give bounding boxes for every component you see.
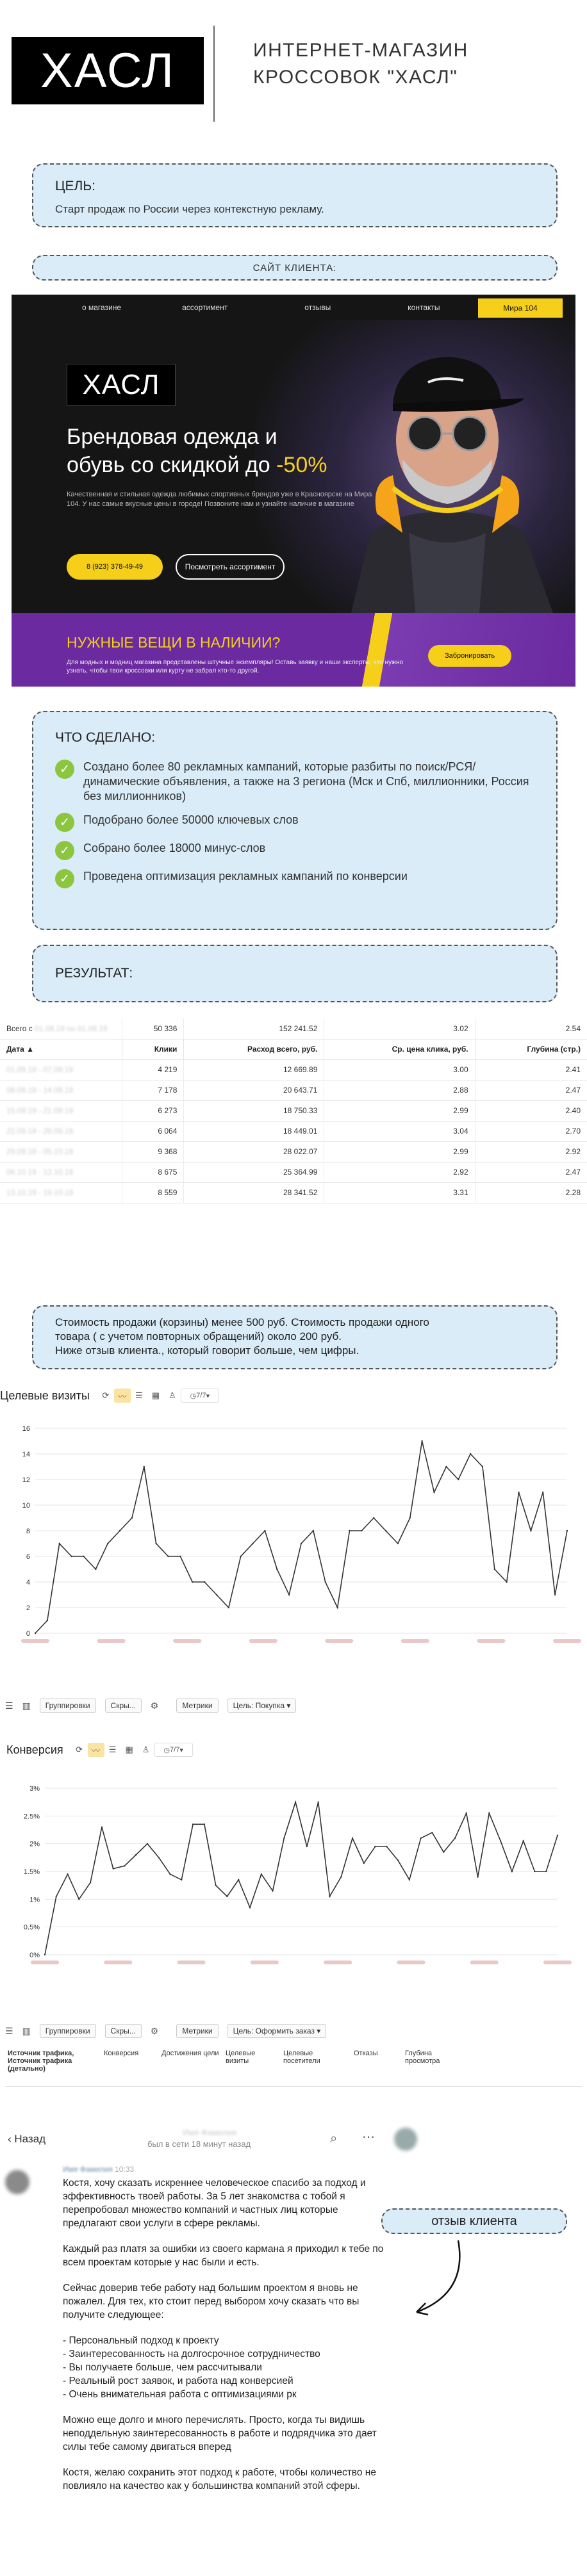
y-tick-label: 1%	[29, 1896, 40, 1904]
data-point[interactable]	[397, 1543, 399, 1544]
total-label	[0, 1018, 122, 1039]
row-clicks: 8 675	[122, 1162, 184, 1182]
data-point[interactable]	[283, 1838, 285, 1839]
data-point[interactable]	[204, 1581, 205, 1583]
table-row	[0, 1080, 587, 1100]
x-tick-label	[324, 1961, 352, 1964]
result-box	[32, 945, 558, 1002]
data-point[interactable]	[554, 1594, 556, 1595]
data-point[interactable]	[276, 1569, 277, 1570]
table-row	[0, 1100, 587, 1121]
done-item-text: Собрано более 18000 минус-слов	[83, 842, 266, 854]
page-title	[253, 37, 574, 91]
data-point[interactable]	[443, 1851, 444, 1852]
y-tick-label: 12	[22, 1476, 30, 1484]
y-tick-label: 2.5%	[23, 1813, 40, 1821]
goal-heading: ЦЕЛЬ:	[55, 179, 95, 193]
review-paragraph: Сейчас доверив тебе работу над большим проектом я вновь не пожалел. Для тех, кто стоит перед выбором хочу сказать что вы получите следующее:	[63, 2283, 360, 2320]
site-nav-contacts[interactable]: контакты	[408, 303, 440, 312]
row-clicks: 9 368	[122, 1141, 184, 1162]
attribution-value: 7/7	[170, 1746, 180, 1754]
column-header-clicks[interactable]: Клики	[122, 1039, 184, 1059]
row-spend: 25 364.99	[184, 1162, 324, 1182]
stats-table	[0, 1018, 587, 1203]
sender-name: Имя Фамилия	[63, 2165, 113, 2174]
goal-select[interactable]: Цель: Покупка ▾	[227, 1699, 297, 1713]
row-date: 13.10.19 - 19.10.19	[0, 1182, 122, 1203]
series-line	[45, 1802, 558, 1955]
series-line	[35, 1441, 567, 1633]
data-point[interactable]	[112, 1868, 113, 1869]
review-paragraph: Костя, желаю сохранить этот подход к работе, чтобы количество не повлияло на качество как у большинства компаний этой сферы.	[63, 2467, 376, 2491]
bar-chart-icon[interactable]: ▥	[22, 1700, 31, 1711]
site-address-button[interactable]: Мира 104	[478, 298, 563, 318]
visits-chart	[0, 1409, 587, 1659]
x-tick-label	[31, 1961, 59, 1964]
y-tick-label: 0	[26, 1630, 30, 1638]
row-date: 29.09.19 - 05.10.19	[0, 1141, 122, 1162]
data-point[interactable]	[506, 1581, 507, 1583]
data-point[interactable]	[204, 1823, 205, 1825]
data-point[interactable]	[445, 1466, 447, 1467]
person-icon[interactable]: ♙	[169, 1390, 176, 1400]
data-point[interactable]	[336, 1607, 338, 1608]
x-tick-label	[249, 1639, 277, 1643]
attribution-select[interactable]: ◷ 7/7 ▾	[181, 1389, 219, 1403]
data-point[interactable]	[409, 1879, 410, 1880]
messenger-header	[0, 2125, 423, 2157]
x-tick-label	[401, 1639, 429, 1643]
cost-note-line-2: товара ( с учетом повторных обращений) около 200 руб.	[55, 1330, 342, 1342]
row-clicks: 6 064	[122, 1121, 184, 1141]
data-point[interactable]	[155, 1543, 156, 1544]
data-point[interactable]	[67, 1873, 68, 1875]
y-tick-label: 2	[26, 1604, 30, 1612]
metrics-button[interactable]: Метрики	[176, 1699, 218, 1713]
data-point[interactable]	[340, 1876, 342, 1877]
data-point[interactable]	[301, 1543, 302, 1544]
site-logo: ХАСЛ	[67, 364, 176, 406]
data-point[interactable]	[192, 1823, 194, 1825]
result-heading: РЕЗУЛЬТАТ:	[55, 966, 133, 981]
total-dates: 01.09.19 по 01.09.19	[35, 1023, 108, 1033]
chat-status: был в сети 18 минут назад	[147, 2139, 251, 2149]
data-point[interactable]	[240, 1556, 241, 1557]
row-depth: 2.70	[475, 1121, 587, 1141]
data-point[interactable]	[216, 1594, 217, 1595]
data-point[interactable]	[35, 1633, 36, 1634]
data-point[interactable]	[352, 1838, 353, 1839]
total-depth: 2.54	[475, 1018, 587, 1039]
goal-text: Старт продаж по России через контекстную рекламу.	[55, 203, 324, 215]
row-cpc: 2.99	[324, 1141, 475, 1162]
report-column-header[interactable]: Глубина просмотра	[405, 2050, 440, 2065]
row-date: 22.09.19 - 28.09.19	[0, 1121, 122, 1141]
site-nav-reviews[interactable]: отзывы	[304, 303, 331, 312]
data-point[interactable]	[249, 1907, 251, 1908]
check-icon: ✓	[55, 813, 74, 832]
data-point[interactable]	[135, 1854, 136, 1855]
row-depth: 2.47	[475, 1080, 587, 1100]
conv-chart-toolbar	[6, 1741, 587, 1759]
data-point[interactable]	[488, 1813, 490, 1814]
done-item	[55, 869, 534, 888]
y-tick-label: 10	[22, 1502, 30, 1510]
total-label-text: Всего с	[6, 1023, 33, 1033]
stacked-chart-icon[interactable]: ☰	[135, 1390, 143, 1400]
report-table-header	[5, 2048, 582, 2087]
data-point[interactable]	[557, 1834, 558, 1836]
row-spend: 28 341.52	[184, 1182, 324, 1203]
row-cpc: 2.92	[324, 1162, 475, 1182]
y-tick-label: 2%	[29, 1840, 40, 1848]
x-tick-label	[104, 1961, 132, 1964]
y-tick-label: 1.5%	[23, 1868, 40, 1876]
data-point[interactable]	[518, 1492, 519, 1493]
reload-icon[interactable]: ⟳	[102, 1390, 110, 1400]
x-tick-label	[97, 1639, 126, 1643]
data-point[interactable]	[482, 1466, 483, 1467]
review-label: отзыв клиента	[381, 2208, 567, 2234]
total-clicks: 50 336	[122, 1018, 184, 1039]
check-icon: ✓	[55, 760, 74, 779]
line-chart-icon[interactable]: 〰	[88, 1743, 104, 1757]
y-tick-label: 0%	[29, 1952, 40, 1959]
site-catalog-button[interactable]: Посмотреть ассортимент	[176, 554, 285, 580]
data-point[interactable]	[374, 1846, 376, 1847]
report-column-header[interactable]: Отказы	[354, 2050, 378, 2057]
data-point[interactable]	[47, 1620, 48, 1621]
row-depth: 2.92	[475, 1141, 587, 1162]
message-time: 10:33	[115, 2165, 135, 2174]
data-point[interactable]	[169, 1873, 170, 1875]
title-line-1: ИНТЕРНЕТ-МАГАЗИН	[253, 40, 468, 61]
column-header-cpc[interactable]: Ср. цена клика, руб.	[324, 1039, 475, 1059]
list-icon[interactable]: ☰	[5, 1700, 13, 1711]
x-tick-label	[178, 1961, 206, 1964]
site-banner-title: НУЖНЫЕ ВЕЩИ В НАЛИЧИИ?	[67, 634, 281, 651]
data-point[interactable]	[522, 1840, 524, 1841]
table-row	[0, 1121, 587, 1141]
row-clicks: 7 178	[122, 1080, 184, 1100]
site-headline-line-1: Брендовая одежда и	[67, 425, 277, 449]
row-spend: 18 750.33	[184, 1100, 324, 1121]
data-point[interactable]	[147, 1843, 148, 1844]
data-point[interactable]	[397, 1859, 399, 1861]
data-point[interactable]	[329, 1896, 330, 1897]
review-paragraph: Можно еще долго и много перечислять. Просто, когда ты видишь неподдельную заинтересованность в работе и подрядчика это дает силы тебе самому двигаться вперед	[63, 2415, 377, 2452]
x-tick-label	[553, 1639, 581, 1643]
data-point[interactable]	[288, 1594, 290, 1595]
table-row	[0, 1182, 587, 1203]
row-cpc: 2.99	[324, 1100, 475, 1121]
x-tick-label	[251, 1961, 279, 1964]
data-point[interactable]	[107, 1543, 108, 1544]
data-point[interactable]	[167, 1556, 169, 1557]
data-point[interactable]	[433, 1492, 434, 1493]
report-column-header[interactable]: Конверсия	[104, 2050, 139, 2057]
table-row	[0, 1162, 587, 1182]
data-point[interactable]	[261, 1873, 262, 1875]
data-point[interactable]	[317, 1801, 318, 1802]
groupings-button[interactable]: Группировки	[40, 1699, 96, 1713]
report-column-header[interactable]: Источник трафика, Источник трафика (детально)	[8, 2050, 74, 2073]
site-label: САЙТ КЛИЕНТА:	[32, 255, 558, 281]
row-spend: 20 643.71	[184, 1080, 324, 1100]
data-point[interactable]	[144, 1466, 145, 1467]
data-point[interactable]	[119, 1530, 120, 1531]
data-point[interactable]	[226, 1896, 227, 1897]
data-point[interactable]	[325, 1581, 326, 1583]
data-point[interactable]	[124, 1865, 125, 1866]
site-nav-about[interactable]: о магазине	[82, 303, 122, 312]
data-point[interactable]	[158, 1857, 160, 1858]
data-point[interactable]	[494, 1569, 495, 1570]
table-body	[0, 1059, 587, 1203]
column-header-depth[interactable]: Глубина (стр.)	[475, 1039, 587, 1059]
data-point[interactable]	[386, 1846, 387, 1847]
cost-note-line-3: Ниже отзыв клиента., который говорит больше, чем цифры.	[55, 1344, 360, 1357]
data-point[interactable]	[458, 1479, 459, 1480]
data-point[interactable]	[361, 1530, 362, 1531]
back-button[interactable]: ‹ Назад	[8, 2133, 46, 2145]
report-column-header[interactable]: Целевые посетители	[283, 2050, 320, 2065]
data-point[interactable]	[90, 1882, 91, 1883]
hide-button[interactable]: Скры...	[105, 1699, 142, 1713]
back-label: Назад	[14, 2133, 46, 2145]
line-chart-icon[interactable]: 〰	[114, 1389, 131, 1403]
goal-select[interactable]: Цель: Оформить заказ ▾	[227, 2024, 327, 2038]
data-point[interactable]	[228, 1607, 229, 1608]
table-icon[interactable]: ▦	[151, 1390, 160, 1400]
data-point[interactable]	[349, 1530, 350, 1531]
total-cpc: 3.02	[324, 1018, 475, 1039]
row-spend: 28 022.07	[184, 1141, 324, 1162]
client-site-screenshot	[12, 295, 575, 687]
row-depth: 2.28	[475, 1182, 587, 1203]
table-icon[interactable]: ▦	[125, 1745, 133, 1754]
logo: ХАСЛ	[12, 37, 204, 104]
table-row	[0, 1141, 587, 1162]
arrow-icon	[397, 2235, 474, 2325]
data-point[interactable]	[181, 1879, 182, 1880]
column-header-date[interactable]: Дата ▲	[0, 1039, 122, 1059]
site-nav-catalog[interactable]: ассортимент	[182, 303, 228, 312]
site-headline-discount: -50%	[276, 453, 327, 477]
data-point[interactable]	[566, 1530, 568, 1531]
done-item	[55, 841, 534, 860]
goal-select-value: Цель: Покупка	[233, 1701, 285, 1710]
cost-note-line-1: Стоимость продажи (корзины) менее 500 руб. Стоимость продажи одного	[55, 1316, 429, 1328]
y-tick-label: 0.5%	[23, 1923, 40, 1932]
row-depth: 2.40	[475, 1100, 587, 1121]
stacked-chart-icon[interactable]: ☰	[108, 1745, 117, 1754]
data-point[interactable]	[385, 1530, 386, 1531]
data-point[interactable]	[421, 1440, 422, 1442]
row-date: 01.09.19 - 07.09.19	[0, 1059, 122, 1080]
visits-filter-bar	[5, 1697, 582, 1714]
sender-avatar	[5, 2170, 29, 2194]
data-point[interactable]	[409, 1517, 411, 1519]
data-point[interactable]	[131, 1517, 133, 1519]
row-clicks: 8 559	[122, 1182, 184, 1203]
attribution-value: 7/7	[196, 1392, 206, 1399]
y-tick-label: 6	[26, 1553, 30, 1561]
done-item-text: Проведена оптимизация рекламных кампаний по конверсии	[83, 870, 408, 883]
hide-button[interactable]: Скры...	[105, 2024, 142, 2038]
column-header-spend[interactable]: Расход всего, руб.	[184, 1039, 324, 1059]
row-spend: 12 669.89	[184, 1059, 324, 1080]
review-paragraph: Каждый раз платя за ошибки из своего кармана я приходил к тебе по всем проектам которые у нас были и есть.	[63, 2244, 384, 2268]
data-point[interactable]	[83, 1556, 84, 1557]
report-column-header[interactable]: Достижения цели	[161, 2050, 219, 2057]
done-item	[55, 813, 534, 832]
row-cpc: 3.00	[324, 1059, 475, 1080]
row-cpc: 3.31	[324, 1182, 475, 1203]
data-point[interactable]	[530, 1530, 531, 1531]
done-heading: ЧТО СДЕЛАНО:	[55, 730, 156, 745]
data-point[interactable]	[313, 1530, 314, 1531]
row-cpc: 3.04	[324, 1121, 475, 1141]
site-headline-prefix: обувь со скидкой до	[67, 453, 277, 477]
site-banner-text: Для модных и модниц магазина представлены штучные экземпляры! Оставь заявку и наши эксперты, что нужно узнать, чтобы твои кроссовки или курту не забрал кто-то другой.	[67, 659, 404, 674]
review-paragraph: - Персональный подход к проекту - Заинтересованность на долгосрочное сотрудничество - Вы получаете больше, чем рассчитывали - Реальный рост заявок, и работа над конверсией - Очень внимательная работа с оптимизациями рк	[63, 2335, 320, 2400]
conv-chart-title: Конверсия	[6, 1743, 63, 1756]
x-tick-label	[543, 1961, 572, 1964]
done-item-text: Создано более 80 рекламных кампаний, которые разбиты по поиск/РСЯ/динамические объявления, а также на 3 региона (Мск и Спб, миллионники, Россия без миллионников)	[83, 760, 529, 803]
data-point[interactable]	[272, 1890, 273, 1891]
x-tick-label	[477, 1639, 505, 1643]
row-date: 06.10.19 - 12.10.19	[0, 1162, 122, 1182]
row-depth: 2.47	[475, 1162, 587, 1182]
data-point[interactable]	[470, 1453, 471, 1455]
x-tick-label	[397, 1961, 425, 1964]
x-tick-label	[470, 1961, 499, 1964]
data-point[interactable]	[95, 1569, 96, 1570]
row-date: 15.09.19 - 21.09.19	[0, 1100, 122, 1121]
data-point[interactable]	[215, 1884, 216, 1886]
cost-note-box	[32, 1305, 558, 1369]
title-line-2: КРОССОВОК "ХАСЛ"	[253, 67, 458, 88]
data-point[interactable]	[500, 1840, 501, 1841]
data-point[interactable]	[534, 1871, 535, 1872]
visits-chart-title: Целевые визиты	[0, 1389, 90, 1402]
row-clicks: 4 219	[122, 1059, 184, 1080]
bar-chart-icon[interactable]: ▥	[22, 2025, 31, 2036]
y-tick-label: 16	[22, 1425, 30, 1433]
goal-select-value: Цель: Оформить заказ	[233, 2026, 315, 2035]
y-tick-label: 14	[22, 1451, 30, 1458]
check-icon: ✓	[55, 841, 74, 860]
metrics-button[interactable]: Метрики	[176, 2024, 218, 2038]
y-tick-label: 3%	[29, 1785, 40, 1793]
y-tick-label: 4	[26, 1579, 30, 1586]
data-point[interactable]	[545, 1871, 547, 1872]
row-spend: 18 449.01	[184, 1121, 324, 1141]
data-point[interactable]	[44, 1954, 45, 1955]
data-point[interactable]	[59, 1543, 60, 1544]
row-cpc: 2.88	[324, 1080, 475, 1100]
row-depth: 2.41	[475, 1059, 587, 1080]
site-description: Качественная и стильная одежда любимых спортивных брендов уже в Красноярске на Мира 104. У нас самые вкусные цены в городе! Позвоните нам и узнайте наличие в магазине	[67, 491, 372, 508]
header-divider	[213, 26, 215, 122]
data-point[interactable]	[78, 1898, 79, 1900]
site-headline	[67, 423, 368, 479]
data-point[interactable]	[238, 1879, 239, 1880]
data-point[interactable]	[373, 1517, 374, 1519]
review-paragraph: Костя, хочу сказать искреннее человеческое спасибо за подход и эффективность твоей работы. За 5 лет знакомства с тобой я перепробовал множество компаний и частных лиц которые предлагают свои услуги в сфере рекламы.	[63, 2178, 366, 2229]
x-tick-label	[173, 1639, 201, 1643]
conversion-chart	[0, 1763, 587, 1980]
avatar[interactable]	[394, 2128, 417, 2151]
data-point[interactable]	[70, 1556, 72, 1557]
done-item-text: Подобрано более 50000 ключевых слов	[83, 813, 299, 826]
report-column-header[interactable]: Целевые визиты	[226, 2050, 256, 2065]
list-icon[interactable]: ☰	[5, 2025, 13, 2036]
check-icon: ✓	[55, 869, 74, 888]
x-tick-label	[325, 1639, 353, 1643]
data-point[interactable]	[101, 1826, 103, 1827]
data-point[interactable]	[511, 1871, 513, 1872]
data-point[interactable]	[363, 1863, 365, 1864]
data-point[interactable]	[295, 1801, 296, 1802]
person-icon[interactable]: ♙	[142, 1745, 150, 1754]
gear-icon[interactable]: ⚙	[150, 2025, 159, 2036]
data-point[interactable]	[454, 1838, 456, 1839]
reload-icon[interactable]: ⟳	[76, 1745, 83, 1754]
search-icon[interactable]: ⌕	[330, 2132, 338, 2146]
data-point[interactable]	[306, 1846, 308, 1847]
site-phone-button[interactable]: 8 (923) 378-49-49	[67, 554, 163, 580]
x-tick-label	[21, 1639, 49, 1643]
attribution-select[interactable]: ◷ 7/7 ▾	[154, 1743, 193, 1757]
data-point[interactable]	[466, 1813, 467, 1814]
site-book-button[interactable]: Забронировать	[428, 645, 511, 667]
data-point[interactable]	[252, 1543, 253, 1544]
message-meta	[63, 2165, 134, 2174]
site-headline-line-2	[67, 451, 368, 479]
data-point[interactable]	[420, 1838, 421, 1839]
data-point[interactable]	[264, 1530, 265, 1531]
row-date: 08.09.19 - 14.09.19	[0, 1080, 122, 1100]
table-total-row	[0, 1018, 587, 1039]
more-icon[interactable]: ⋯	[362, 2130, 375, 2144]
visits-chart-toolbar	[0, 1387, 587, 1405]
row-clicks: 6 273	[122, 1100, 184, 1121]
done-item	[55, 760, 534, 804]
table-header-row	[0, 1039, 587, 1059]
groupings-button[interactable]: Группировки	[40, 2024, 96, 2038]
data-point[interactable]	[542, 1492, 543, 1493]
total-spend: 152 241.52	[184, 1018, 324, 1039]
gear-icon[interactable]: ⚙	[150, 1700, 159, 1711]
goal-box	[32, 163, 558, 227]
conv-filter-bar	[5, 2023, 582, 2039]
data-point[interactable]	[179, 1556, 181, 1557]
review-message	[63, 2176, 390, 2505]
data-point[interactable]	[431, 1832, 433, 1833]
data-point[interactable]	[477, 1876, 478, 1877]
table-row	[0, 1059, 587, 1080]
data-point[interactable]	[192, 1581, 193, 1583]
data-point[interactable]	[56, 1896, 57, 1897]
chat-author: Имя Фамилия	[183, 2128, 237, 2137]
y-tick-label: 8	[26, 1528, 30, 1535]
done-box	[32, 711, 558, 930]
